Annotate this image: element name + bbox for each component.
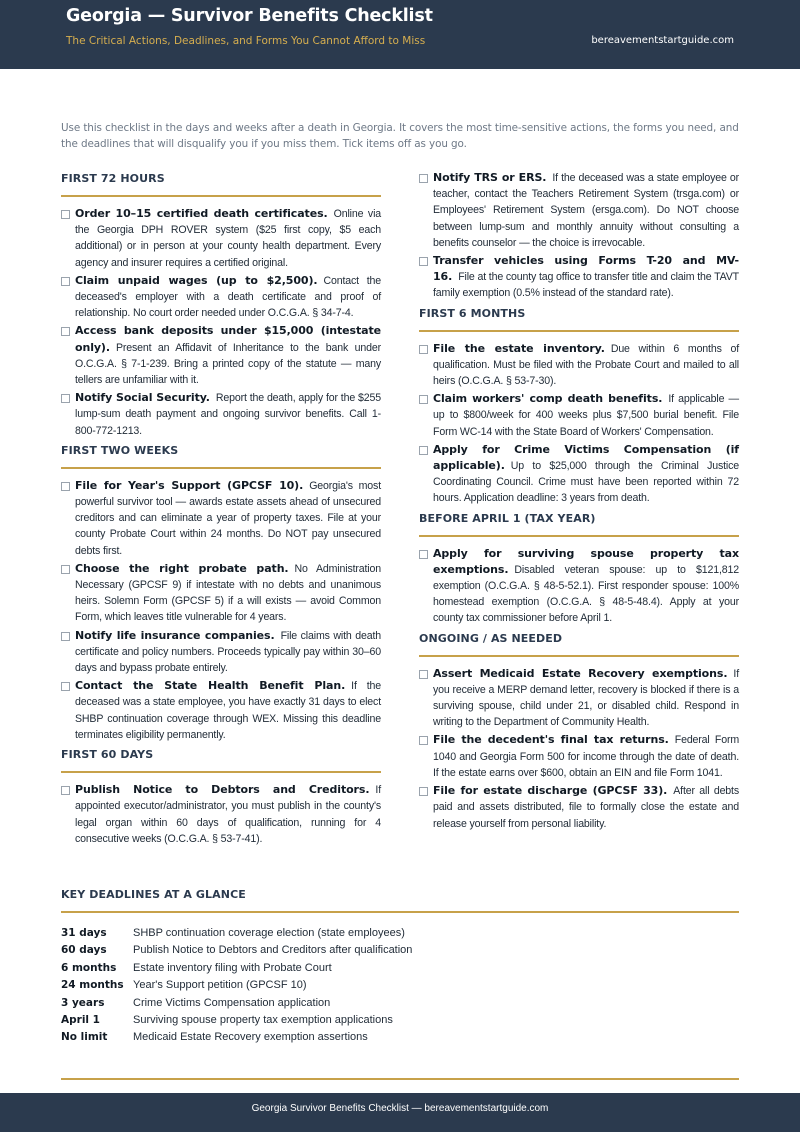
checkbox[interactable] [419,395,428,404]
deadline-row [61,1012,739,1029]
deadline-value: Crime Victims Compensation application [133,996,331,1009]
checklist-item [419,666,739,731]
item-body [75,561,381,626]
item-body [433,170,739,251]
deadline-value: Publish Notice to Debtors and Creditors after qualification [133,944,413,957]
item-label: File for estate discharge (GPCSF 33). [433,784,668,798]
checklist-section [419,305,739,507]
checkbox[interactable] [419,446,428,455]
item-body [433,546,739,627]
item-body [433,341,739,390]
checklist-item [419,732,739,781]
checkbox[interactable] [61,327,70,336]
site-url: bereavementstartguide.com [591,35,734,46]
checkbox[interactable] [419,670,428,679]
deadline-key: No limit [61,1031,108,1044]
section-divider [61,771,381,773]
item-label: Notify life insurance companies. [75,628,275,642]
checkbox[interactable] [61,682,70,691]
item-label: Choose the right probate path. [75,561,289,575]
section-divider [419,330,739,332]
item-body [433,783,739,832]
checkbox[interactable] [61,632,70,641]
section-title: BEFORE APRIL 1 (TAX YEAR) [419,511,596,525]
deadline-list [61,925,739,1047]
checkbox[interactable] [61,210,70,219]
item-body [75,628,381,677]
item-body [75,478,381,559]
checklist-item [419,391,739,440]
section-title: FIRST 6 MONTHS [419,306,526,320]
checkbox[interactable] [419,257,428,266]
section-divider [419,535,739,537]
checklist-section [419,170,739,302]
checklist-section [61,442,381,743]
checklist-item [419,170,739,251]
item-label: Notify Social Security. [75,391,210,405]
item-text: If you receive a MERP demand letter, recovery is blocked if there is a surviving spouse, child under 21, or disabled child. Respond in writing to the Department of Community Health. [433,667,739,729]
item-label: Order 10–15 certified death certificates. [75,207,328,220]
deadline-key: 60 days [61,944,107,957]
section-divider [419,655,739,657]
item-text: Contact the deceased's employer with a death certificate and proof of relationship. No court order needed under O.C.G.A. § 34-7-4. [75,274,381,320]
item-text: If the deceased was a state employee, you have exactly 31 days to elect SHBP continuation coverage through WEX. Missing this deadline terminates eligibility permanently. [75,680,381,741]
checkbox[interactable] [419,787,428,796]
checkbox[interactable] [419,174,428,183]
bottom-divider [61,1078,739,1080]
deadline-key: 31 days [61,927,107,939]
item-body [75,323,381,388]
page-footer [0,1093,800,1132]
deadline-row [61,995,739,1012]
item-text: Due within 6 months of qualification. Must be filed with the Probate Court and mailed to all heirs (O.C.G.A. § 53-7-30). [433,342,739,388]
item-text: Up to $25,000 through the Criminal Justice Coordinating Council. Crime must have been reported within 72 hours. Application deadline: 3 years from death. [433,460,739,505]
item-label: Transfer vehicles using Forms T-20 and MV-16. [433,254,739,284]
deadline-row [61,960,739,977]
item-body [433,442,739,507]
item-text: If the deceased was a state employee or teacher, contact the Teachers Retirement System (trsga.com) or Employees' Retirement System (ersga.com). Do NOT choose between lump-sum and monthly annuity without consulting a benefits counselor — the choice is irrevocable. [433,172,739,249]
item-label: File for Year's Support (GPCSF 10). [75,478,304,492]
deadlines-title: KEY DEADLINES AT A GLANCE [61,888,246,901]
item-label: File the estate inventory. [433,341,605,355]
deadline-row [61,977,739,994]
left-column [61,170,381,850]
intro-text: Use this checklist in the days and weeks after a death in Georgia. It covers the most time-sensitive actions, the forms you need, and the deadlines that will disqualify you if you miss them. Tick items off as you go. [61,122,739,150]
item-body [75,782,381,847]
item-label: Contact the State Health Benefit Plan. [75,679,346,693]
item-text: If appointed executor/administrator, you must publish in the county's legal organ within 60 days of qualification, running for 4 consecutive weeks (O.C.G.A. § 53-7-41). [75,784,381,845]
checklist-item [419,442,739,507]
item-label: Apply for surviving spouse property tax exemptions. [433,546,739,576]
checklist-section [419,630,739,832]
section-title: FIRST 72 HOURS [61,172,165,185]
key-deadlines [61,886,739,1047]
item-body [75,206,381,271]
checklist-item [61,390,381,439]
checklist-item [419,253,739,302]
section-divider [61,911,739,913]
deadline-key: April 1 [61,1013,100,1026]
checklist-item [419,783,739,832]
section-divider [61,467,381,469]
item-text: Online via the Georgia DPH ROVER system ($25 first copy, $5 each additional) or in person at your county health department. Every agency and insurer requires a certified original. [75,208,382,269]
section-title: FIRST 60 DAYS [61,748,154,762]
item-text: After all debts paid and assets distributed, file to formally close the estate and release yourself from personal liability. [433,785,739,830]
section-divider [61,195,381,197]
deadline-value: Medicaid Estate Recovery exemption assertions [133,1031,368,1044]
right-column [419,170,739,835]
checkbox[interactable] [61,786,70,795]
checkbox[interactable] [419,736,428,745]
deadline-value: Year's Support petition (GPCSF 10) [133,979,307,992]
item-body [433,732,739,781]
checklist-item [61,206,381,271]
section-title: FIRST TWO WEEKS [61,443,179,457]
checkbox[interactable] [61,277,70,286]
checklist-item [61,273,381,322]
item-label: Claim workers' comp death benefits. [433,392,663,406]
item-label: Claim unpaid wages (up to $2,500). [75,273,318,287]
item-body [75,678,381,743]
deadline-value: SHBP continuation coverage election (state employees) [133,927,405,939]
checklist-section [419,510,739,627]
item-text: Report the death, apply for the $255 lump-sum death payment and ongoing survivor benefits. Call 1-800-772-1213. [75,392,381,437]
page-header [0,0,800,69]
checklist-section [61,170,381,439]
deadline-row [61,942,739,959]
deadline-key: 3 years [61,996,105,1009]
item-label: Assert Medicaid Estate Recovery exemptions. [433,666,728,680]
checklist-item [61,478,381,559]
deadline-row [61,925,739,942]
checkbox[interactable] [419,345,428,354]
item-body [433,253,739,302]
item-label: File the decedent's final tax returns. [433,733,669,747]
item-text: File at the county tag office to transfer title and claim the TAVT family exemption (0.5% instead of the standard rate). [433,271,739,300]
item-body [433,391,739,440]
checkbox[interactable] [61,482,70,491]
item-text: Disabled veteran spouse: up to $121,812 exemption (O.C.G.A. § 48-5-52.1). First responder spouse: 100% homestead exemption (O.C.G.A. § 48-5-48.4). Apply at your county tax commissioner before April 1. [433,563,739,625]
item-text: If applicable — up to $800/week for 400 weeks plus $7,500 burial benefit. File Form WC-14 with the State Board of Workers' Compensation. [433,393,739,438]
item-text: No Administration Necessary (GPCSF 9) if intestate with no debts and unanimous heirs. Solemn Form (GPCSF 5) if a will exists — avoid Common Form, which leaves title vulnerable for 4 years. [75,562,381,624]
page-title: Georgia — Survivor Benefits Checklist [66,6,433,26]
checklist-item [61,323,381,388]
item-label: Publish Notice to Debtors and Creditors. [75,783,370,797]
item-label: Access bank deposits under $15,000 (intestate only). [75,324,381,354]
footer-text: Georgia Survivor Benefits Checklist — bereavementstartguide.com [251,1103,549,1114]
item-label: Apply for Crime Victims Compensation (if applicable). [433,442,739,473]
item-body [75,273,381,322]
deadline-value: Estate inventory filing with Probate Court [133,961,332,974]
checkbox[interactable] [61,565,70,574]
item-text: Present an Affidavit of Inheritance to the bank under O.C.G.A. § 7-1-239. Bring a printed copy of the statute — many tellers are unfamiliar with it. [75,341,381,387]
page-subtitle: The Critical Actions, Deadlines, and Forms You Cannot Afford to Miss [66,35,426,47]
checklist-item [61,628,381,677]
checkbox[interactable] [419,550,428,559]
checkbox[interactable] [61,394,70,403]
checklist-item [419,341,739,390]
section-title: ONGOING / AS NEEDED [419,631,563,645]
deadline-key: 6 months [61,961,117,974]
item-text: File claims with death certificate and policy numbers. Proceeds typically pay within 30–60 days and bypass probate entirely. [75,629,381,675]
item-label: Notify TRS or ERS. [433,171,547,184]
checklist-item [61,678,381,743]
item-body [75,390,381,439]
item-body [433,666,739,731]
checklist-item [61,561,381,626]
checklist-section [61,746,381,847]
checklist-item [419,546,739,627]
checklist-item [61,782,381,847]
deadline-value: Surviving spouse property tax exemption applications [133,1013,393,1026]
item-text: Federal Form 1040 and Georgia Form 500 for income through the date of death. If the estate earns over $600, obtain an EIN and file Form 1041. [433,734,739,779]
deadline-row [61,1029,739,1046]
deadline-key: 24 months [61,979,124,992]
item-text: Georgia's most powerful survivor tool — awards estate assets ahead of unsecured creditors and can eliminate a year of property taxes. File at your county Probate Court within 24 months. Do NOT pay unsecured debts first. [75,479,381,557]
